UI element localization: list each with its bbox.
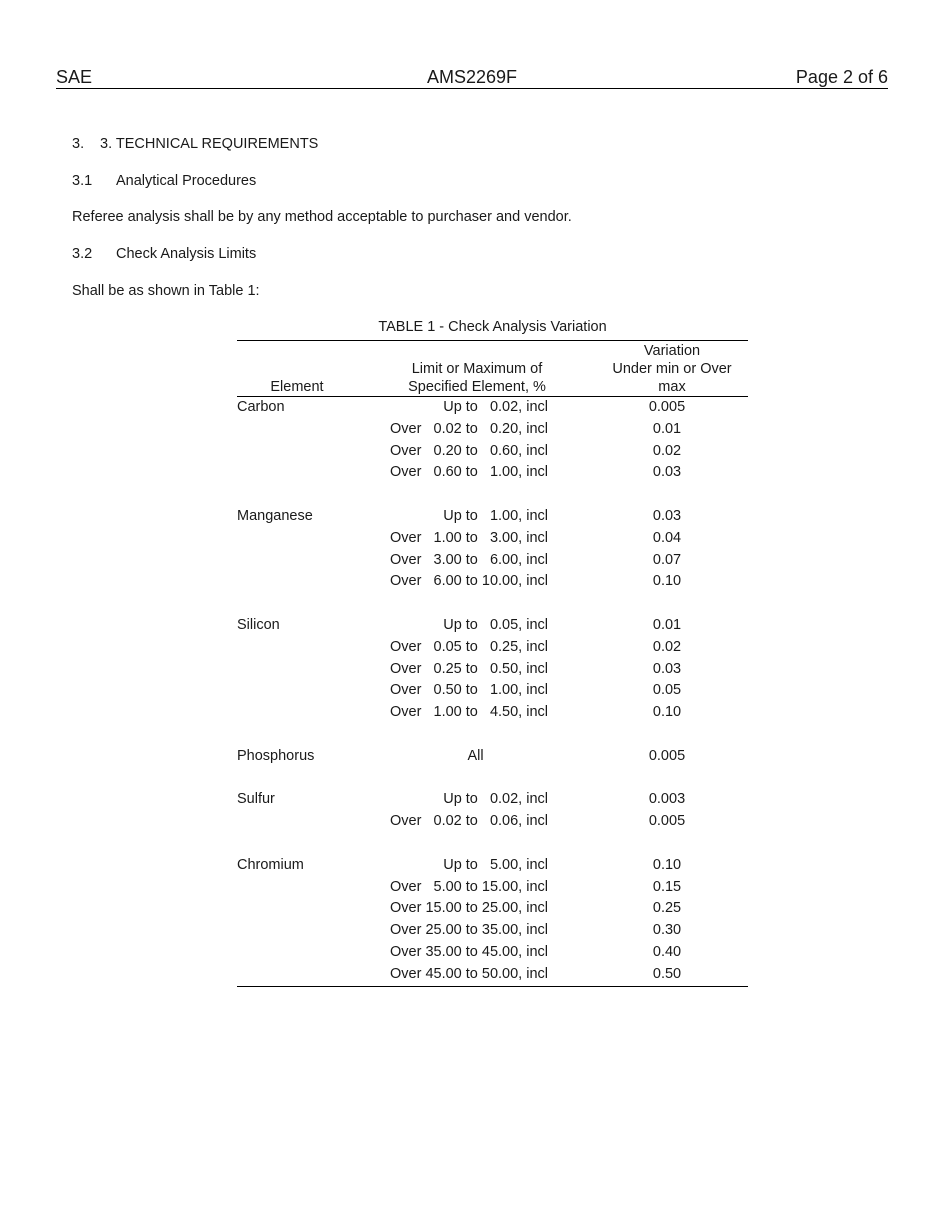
limit-range: Over 0.05 to 0.25, incl (390, 638, 548, 655)
table-row (237, 615, 748, 637)
element-group-sulfur (237, 789, 748, 833)
variation-value: 0.10 (652, 573, 682, 590)
element-name: Chromium (237, 856, 304, 873)
variation-value: 0.10 (652, 704, 682, 721)
variation-value: 0.30 (652, 922, 682, 939)
table-row (237, 942, 748, 964)
table-row (237, 920, 748, 942)
element-group-manganese (237, 506, 748, 593)
section-3-heading (72, 135, 318, 153)
section-title: Analytical Procedures (116, 173, 257, 189)
header-variation-line3: max (658, 379, 686, 395)
table-row (237, 811, 748, 833)
page-header (56, 66, 888, 89)
table-row (237, 528, 748, 550)
variation-value: 0.01 (652, 616, 682, 633)
variation-value: 0.05 (652, 682, 682, 699)
section-title: 3. TECHNICAL REQUIREMENTS (100, 136, 319, 152)
variation-value: 0.003 (648, 791, 686, 808)
element-group-carbon (237, 397, 748, 484)
table-row (237, 397, 748, 419)
header-variation-line2: Under min or Over (612, 361, 732, 377)
table-header (237, 341, 748, 397)
header-doc-number: AMS2269F (426, 67, 518, 87)
variation-value: 0.005 (648, 399, 686, 415)
variation-value: 0.03 (652, 507, 682, 524)
table-row (237, 462, 748, 484)
section-3-1-text: Referee analysis shall be by any method acceptable to purchaser and vendor. (72, 209, 572, 225)
variation-value: 0.15 (652, 878, 682, 895)
table-row (237, 898, 748, 920)
table-row (237, 964, 748, 986)
element-group-phosphorus (237, 746, 748, 768)
variation-value: 0.03 (652, 660, 682, 677)
limit-range: Over 45.00 to 50.00, incl (390, 965, 548, 982)
variation-value: 0.10 (652, 856, 682, 873)
section-number: 3. (72, 136, 85, 152)
limit-range: Up to 0.02, incl (443, 399, 548, 415)
table-row (237, 702, 748, 724)
section-title: Check Analysis Limits (116, 246, 257, 262)
variation-value: 0.005 (648, 813, 686, 830)
limit-range: Up to 0.05, incl (443, 616, 548, 633)
header-variation-line1: Variation (643, 343, 701, 359)
table-row (237, 571, 748, 593)
table-row (237, 659, 748, 681)
table-body (237, 397, 748, 986)
element-name: Phosphorus (237, 747, 315, 764)
table-row (237, 789, 748, 811)
header-element: Element (270, 379, 324, 395)
element-name: Carbon (237, 399, 285, 415)
table-row (237, 550, 748, 572)
element-group-chromium (237, 855, 748, 986)
variation-value: 0.02 (652, 442, 682, 459)
table-row (237, 680, 748, 702)
limit-range: Over 0.25 to 0.50, incl (390, 660, 548, 677)
section-3-2-text: Shall be as shown in Table 1: (72, 283, 260, 299)
limit-range: Over 0.02 to 0.06, incl (390, 813, 548, 830)
limit-range: Over 3.00 to 6.00, incl (390, 551, 548, 568)
element-group-silicon (237, 615, 748, 724)
element-name: Sulfur (237, 791, 275, 808)
header-org: SAE (56, 67, 93, 87)
table-row (237, 637, 748, 659)
limit-range: Over 1.00 to 3.00, incl (390, 529, 548, 546)
table-caption: TABLE 1 - Check Analysis Variation (378, 319, 607, 335)
limit-range: All (467, 747, 484, 764)
limit-range: Over 0.20 to 0.60, incl (390, 442, 548, 459)
header-limit-line1: Limit or Maximum of (411, 361, 543, 377)
section-3-1-heading (72, 172, 256, 190)
table-row (237, 419, 748, 441)
element-name: Silicon (237, 616, 280, 633)
limit-range: Over 15.00 to 25.00, incl (390, 900, 548, 917)
limit-range: Over 6.00 to 10.00, incl (390, 573, 548, 590)
header-limit-line2: Specified Element, % (408, 379, 546, 395)
variation-value: 0.07 (652, 551, 682, 568)
limit-range: Over 0.02 to 0.20, incl (390, 420, 548, 437)
section-3-2-heading (72, 245, 256, 263)
element-name: Manganese (237, 507, 313, 524)
limit-range: Over 35.00 to 45.00, incl (390, 943, 548, 960)
variation-value: 0.40 (652, 943, 682, 960)
limit-range: Up to 5.00, incl (443, 856, 548, 873)
variation-value: 0.02 (652, 638, 682, 655)
check-analysis-table (237, 340, 748, 987)
table-row (237, 441, 748, 463)
variation-value: 0.50 (652, 965, 682, 982)
variation-value: 0.005 (648, 747, 686, 764)
header-page-number: Page 2 of 6 (795, 67, 888, 87)
section-number: 3.1 (72, 173, 93, 189)
variation-value: 0.04 (652, 529, 682, 546)
table-row (237, 877, 748, 899)
table-row (237, 506, 748, 528)
limit-range: Over 0.50 to 1.00, incl (390, 682, 548, 699)
variation-value: 0.25 (652, 900, 682, 917)
limit-range: Over 0.60 to 1.00, incl (390, 464, 548, 481)
table-row (237, 855, 748, 877)
table-row (237, 746, 748, 768)
section-number: 3.2 (72, 246, 93, 262)
limit-range: Over 25.00 to 35.00, incl (390, 922, 548, 939)
limit-range: Over 1.00 to 4.50, incl (390, 704, 548, 721)
limit-range: Over 5.00 to 15.00, incl (390, 878, 548, 895)
variation-value: 0.01 (652, 420, 682, 437)
limit-range: Up to 0.02, incl (443, 791, 548, 808)
header-variation (597, 342, 747, 396)
limit-range: Up to 1.00, incl (443, 507, 548, 524)
header-limit (387, 360, 567, 396)
variation-value: 0.03 (652, 464, 682, 481)
